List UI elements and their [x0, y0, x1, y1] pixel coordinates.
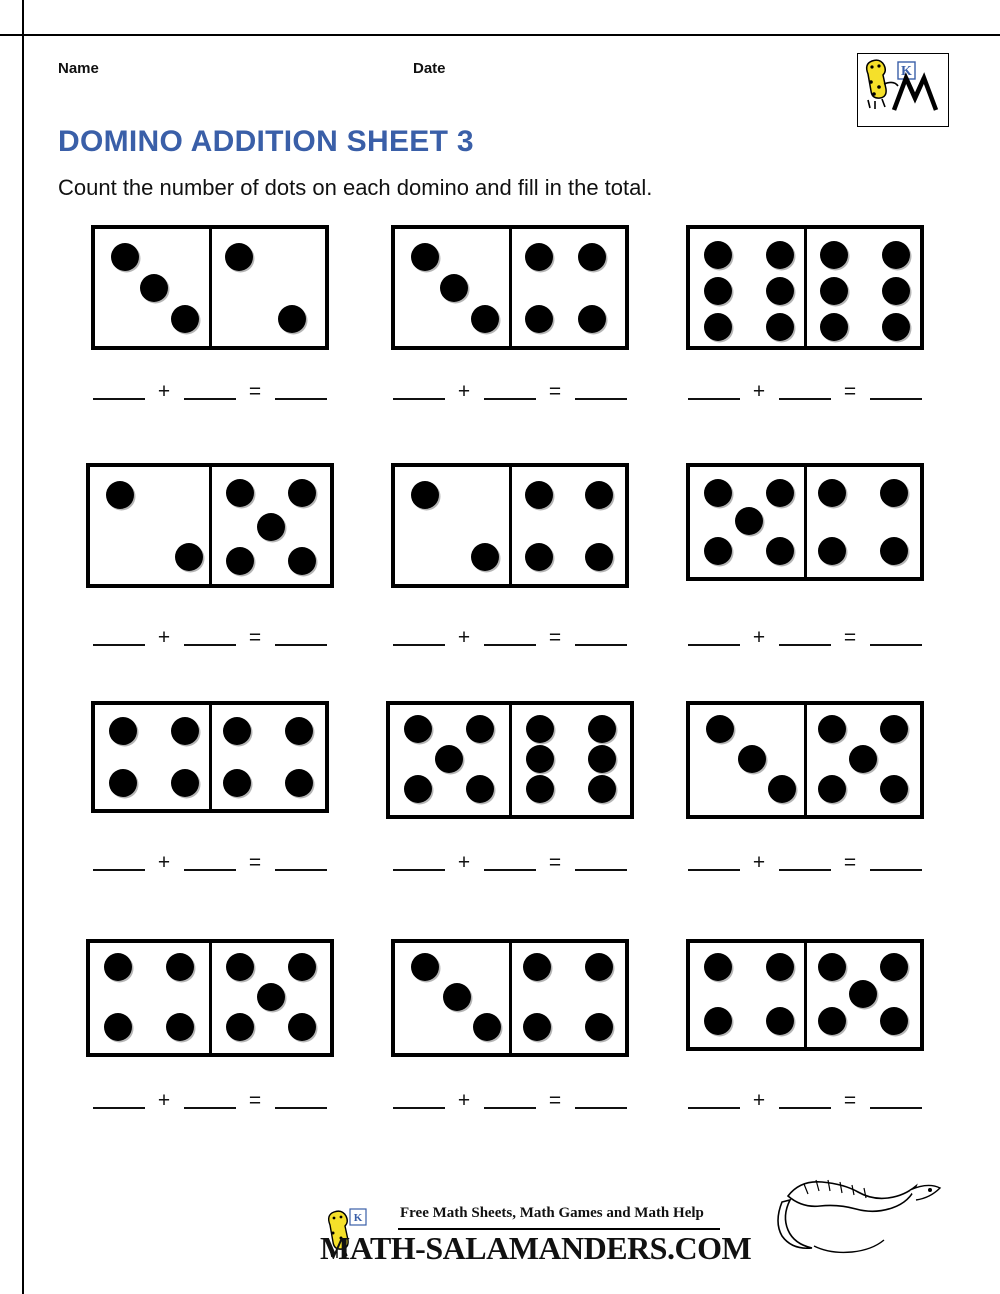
dot [578, 243, 606, 271]
dot [588, 745, 616, 773]
blank-total[interactable] [870, 853, 922, 871]
answer-line-p2 [360, 380, 660, 404]
dot [820, 313, 848, 341]
dot [175, 543, 203, 571]
answer-line-p6 [655, 626, 955, 650]
answer-line-p9 [655, 851, 955, 875]
dot [585, 543, 613, 571]
answer-line-p3 [655, 380, 955, 404]
domino-divider [509, 467, 512, 584]
dot [140, 274, 168, 302]
dot [820, 277, 848, 305]
dot [171, 305, 199, 333]
svg-text:K: K [353, 1212, 363, 1224]
blank-right-addend[interactable] [184, 1091, 236, 1109]
domino-p4 [86, 463, 334, 588]
domino-p5 [391, 463, 629, 588]
problem-cell [60, 225, 360, 403]
blank-left-addend[interactable] [93, 1091, 145, 1109]
plus-sign: + [752, 1089, 767, 1112]
domino-p11 [391, 939, 629, 1057]
blank-left-addend[interactable] [93, 628, 145, 646]
blank-total[interactable] [575, 628, 627, 646]
blank-right-addend[interactable] [779, 628, 831, 646]
plus-sign: + [157, 1089, 172, 1112]
plus-sign: + [752, 851, 767, 874]
equals-sign: = [843, 380, 858, 403]
blank-left-addend[interactable] [393, 382, 445, 400]
dot [818, 537, 846, 565]
dot [223, 769, 251, 797]
dot [849, 980, 877, 1008]
dot [818, 953, 846, 981]
date-label: Date [413, 60, 446, 77]
domino-divider [209, 943, 212, 1053]
footer-tagline: Free Math Sheets, Math Games and Math Help [400, 1205, 704, 1221]
dot [818, 479, 846, 507]
dot [880, 537, 908, 565]
dot [704, 313, 732, 341]
problem-cell [655, 463, 955, 649]
blank-left-addend[interactable] [93, 853, 145, 871]
blank-right-addend[interactable] [484, 1091, 536, 1109]
dot [706, 715, 734, 743]
dot [585, 953, 613, 981]
domino-p1 [91, 225, 329, 350]
answer-line-p1 [60, 380, 360, 404]
domino-divider [209, 467, 212, 584]
dot [257, 513, 285, 541]
dot [171, 769, 199, 797]
equals-sign: = [248, 1089, 263, 1112]
blank-left-addend[interactable] [393, 1091, 445, 1109]
dot [523, 953, 551, 981]
svg-text:K: K [901, 64, 912, 79]
problem-cell [655, 225, 955, 403]
dot [880, 1007, 908, 1035]
dot [818, 1007, 846, 1035]
dot [471, 543, 499, 571]
plus-sign: + [457, 851, 472, 874]
problem-cell [360, 701, 660, 874]
dot [166, 953, 194, 981]
blank-right-addend[interactable] [184, 628, 236, 646]
plus-sign: + [752, 626, 767, 649]
blank-right-addend[interactable] [779, 382, 831, 400]
plus-sign: + [157, 626, 172, 649]
dot [104, 953, 132, 981]
dot [411, 243, 439, 271]
dot [411, 481, 439, 509]
blank-left-addend[interactable] [688, 628, 740, 646]
plus-sign: + [752, 380, 767, 403]
equals-sign: = [548, 626, 563, 649]
blank-right-addend[interactable] [484, 628, 536, 646]
blank-left-addend[interactable] [688, 382, 740, 400]
answer-line-p5 [360, 626, 660, 650]
dot [766, 479, 794, 507]
dot [466, 715, 494, 743]
dot [278, 305, 306, 333]
dot [226, 547, 254, 575]
domino-divider [804, 943, 807, 1047]
plus-sign: + [157, 380, 172, 403]
equals-sign: = [248, 380, 263, 403]
top-rule [0, 34, 1000, 36]
blank-right-addend[interactable] [184, 382, 236, 400]
domino-divider [509, 943, 512, 1053]
equals-sign: = [843, 851, 858, 874]
dot [166, 1013, 194, 1041]
dot [525, 305, 553, 333]
dot [226, 1013, 254, 1041]
domino-divider [509, 229, 512, 346]
name-label: Name [58, 60, 99, 77]
domino-p8 [386, 701, 634, 819]
answer-line-p12 [655, 1089, 955, 1113]
dot [704, 953, 732, 981]
dot [818, 775, 846, 803]
answer-line-p10 [60, 1089, 360, 1113]
dot [440, 274, 468, 302]
dot [223, 717, 251, 745]
blank-right-addend[interactable] [779, 853, 831, 871]
dot [880, 715, 908, 743]
dot [818, 715, 846, 743]
dot [106, 481, 134, 509]
plus-sign: + [457, 1089, 472, 1112]
answer-line-p4 [60, 626, 360, 650]
dot [411, 953, 439, 981]
dot [466, 775, 494, 803]
equals-sign: = [248, 851, 263, 874]
dot [523, 1013, 551, 1041]
plus-sign: + [457, 626, 472, 649]
dot [882, 241, 910, 269]
answer-line-p11 [360, 1089, 660, 1113]
equals-sign: = [843, 1089, 858, 1112]
dot [588, 775, 616, 803]
dot [735, 507, 763, 535]
dot [111, 243, 139, 271]
dot [526, 745, 554, 773]
equals-sign: = [548, 380, 563, 403]
answer-line-p7 [60, 851, 360, 875]
dot [738, 745, 766, 773]
domino-divider [804, 229, 807, 346]
dot [585, 481, 613, 509]
dot [704, 537, 732, 565]
dot [171, 717, 199, 745]
equals-sign: = [843, 626, 858, 649]
domino-divider [509, 705, 512, 815]
dot [578, 305, 606, 333]
dot [443, 983, 471, 1011]
domino-p6 [686, 463, 924, 581]
dot [882, 313, 910, 341]
blank-total[interactable] [275, 1091, 327, 1109]
blank-left-addend[interactable] [93, 382, 145, 400]
dot [585, 1013, 613, 1041]
plus-sign: + [157, 851, 172, 874]
domino-p3 [686, 225, 924, 350]
dot [526, 775, 554, 803]
dot [704, 241, 732, 269]
dot [285, 769, 313, 797]
problem-cell [655, 939, 955, 1112]
blank-total[interactable] [870, 382, 922, 400]
problem-cell [360, 939, 660, 1112]
problem-grid [0, 225, 1000, 1177]
blank-total[interactable] [870, 1091, 922, 1109]
dot [525, 481, 553, 509]
dot [225, 243, 253, 271]
problem-cell [360, 225, 660, 403]
equals-sign: = [548, 851, 563, 874]
math-salamanders-logo-icon [857, 53, 949, 127]
problem-cell [60, 463, 360, 649]
blank-total[interactable] [275, 382, 327, 400]
problem-cell [60, 701, 360, 874]
page-title: DOMINO ADDITION SHEET 3 [58, 125, 474, 158]
dot [766, 313, 794, 341]
blank-right-addend[interactable] [484, 853, 536, 871]
instructions: Count the number of dots on each domino and fill in the total. [58, 175, 653, 200]
blank-right-addend[interactable] [184, 853, 236, 871]
problem-cell [60, 939, 360, 1112]
dot [766, 277, 794, 305]
footer-url[interactable]: MATH-SALAMANDERS.COM [320, 1230, 752, 1266]
dot [704, 277, 732, 305]
problem-cell [655, 701, 955, 874]
dot [849, 745, 877, 773]
dot [704, 479, 732, 507]
blank-total[interactable] [275, 853, 327, 871]
dot [288, 1013, 316, 1041]
dot [766, 1007, 794, 1035]
blank-left-addend[interactable] [393, 853, 445, 871]
domino-p10 [86, 939, 334, 1057]
problem-cell [360, 463, 660, 649]
domino-divider [804, 705, 807, 815]
domino-p2 [391, 225, 629, 350]
dot [471, 305, 499, 333]
dot [404, 775, 432, 803]
blank-total[interactable] [575, 1091, 627, 1109]
blank-total[interactable] [870, 628, 922, 646]
equals-sign: = [548, 1089, 563, 1112]
problem-row [0, 225, 1000, 463]
dot [288, 953, 316, 981]
domino-divider [209, 229, 212, 346]
dot [104, 1013, 132, 1041]
blank-left-addend[interactable] [688, 1091, 740, 1109]
dot [109, 769, 137, 797]
dot [226, 953, 254, 981]
problem-row [0, 701, 1000, 939]
plus-sign: + [457, 380, 472, 403]
blank-left-addend[interactable] [688, 853, 740, 871]
domino-divider [209, 705, 212, 809]
answer-line-p8 [360, 851, 660, 875]
domino-divider [804, 467, 807, 577]
dot [435, 745, 463, 773]
dot [820, 241, 848, 269]
dot [766, 241, 794, 269]
blank-left-addend[interactable] [393, 628, 445, 646]
blank-right-addend[interactable] [779, 1091, 831, 1109]
blank-right-addend[interactable] [484, 382, 536, 400]
dot [525, 243, 553, 271]
domino-p9 [686, 701, 924, 819]
problem-row [0, 463, 1000, 701]
domino-p12 [686, 939, 924, 1051]
blank-total[interactable] [575, 853, 627, 871]
dot [880, 775, 908, 803]
dot [404, 715, 432, 743]
dot [588, 715, 616, 743]
dot [768, 775, 796, 803]
salamander-drawing-icon [770, 1160, 950, 1270]
dot [525, 543, 553, 571]
dot [226, 479, 254, 507]
dot [880, 479, 908, 507]
dot [704, 1007, 732, 1035]
problem-row [0, 939, 1000, 1177]
dot [288, 547, 316, 575]
dot [880, 953, 908, 981]
blank-total[interactable] [275, 628, 327, 646]
dot [882, 277, 910, 305]
dot [109, 717, 137, 745]
equals-sign: = [248, 626, 263, 649]
dot [766, 953, 794, 981]
dot [288, 479, 316, 507]
dot [526, 715, 554, 743]
blank-total[interactable] [575, 382, 627, 400]
dot [473, 1013, 501, 1041]
dot [766, 537, 794, 565]
domino-p7 [91, 701, 329, 813]
dot [285, 717, 313, 745]
dot [257, 983, 285, 1011]
page-footer [0, 1160, 1000, 1294]
